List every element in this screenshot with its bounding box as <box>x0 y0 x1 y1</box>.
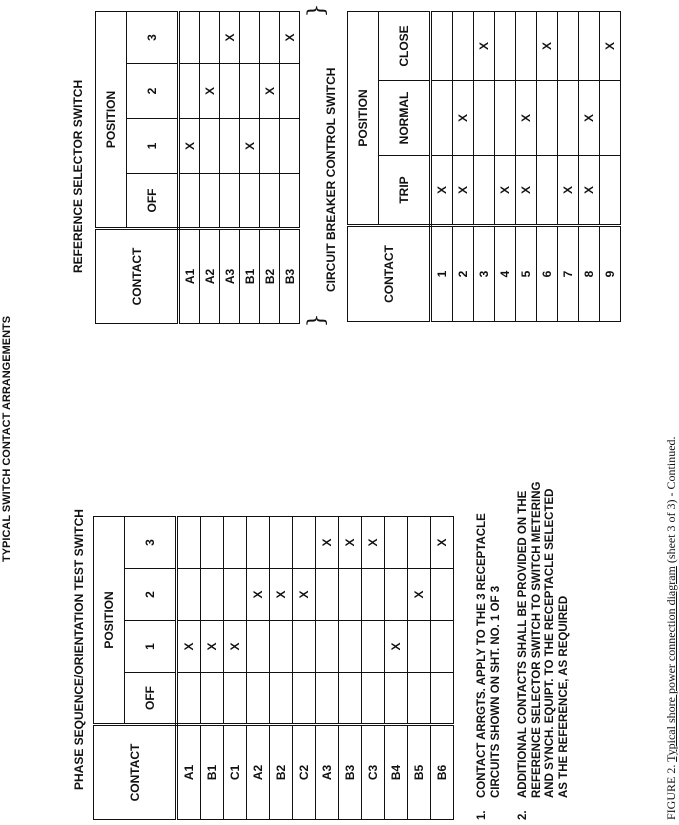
position-cell <box>316 569 339 621</box>
position-cell <box>260 174 280 229</box>
table-row <box>408 516 431 819</box>
position-cell: X <box>200 64 220 119</box>
contact-cell: A3 <box>316 725 339 820</box>
position-cell <box>247 516 270 568</box>
note-2 <box>517 475 571 820</box>
position-cell: X <box>179 119 200 174</box>
position-cell <box>558 12 579 81</box>
caption-prefix: FIGURE 2. <box>664 764 678 820</box>
column-header: OFF <box>125 673 177 725</box>
table-row <box>316 516 339 819</box>
contact-cell: C3 <box>362 725 385 820</box>
contact-cell: C1 <box>224 725 247 820</box>
table-row <box>240 11 260 323</box>
table-row <box>431 12 453 322</box>
position-cell <box>339 621 362 673</box>
contact-cell: A1 <box>177 725 201 820</box>
contact-cell: 6 <box>537 226 558 322</box>
contact-cell: C2 <box>293 725 316 820</box>
position-cell: X <box>201 621 224 673</box>
contact-cell: 9 <box>600 226 621 322</box>
position-cell: X <box>579 156 600 226</box>
contact-header: CONTACT <box>348 226 431 322</box>
contact-cell: B1 <box>240 229 260 324</box>
table-row <box>201 516 224 819</box>
table-row <box>453 12 474 322</box>
position-cell: X <box>339 516 362 568</box>
position-cell: X <box>579 81 600 156</box>
column-header: 2 <box>125 569 177 621</box>
position-cell: X <box>516 81 537 156</box>
note-text: ADDITIONAL CONTACTS SHALL BE PROVIDED ON THE REFERENCE SELECTOR SWITCH TO SWITCH METERING AND SYNCH. EQUIPT. TO THE RECEPTACLE SELECTED AS THE REFERENCE, AS REQUIRED <box>517 481 570 798</box>
note-1 <box>476 475 503 820</box>
position-cell <box>220 174 240 229</box>
caption-title: Typical shore power connection diagram <box>664 566 678 762</box>
position-cell <box>385 569 408 621</box>
position-cell <box>201 569 224 621</box>
position-cell: X <box>224 621 247 673</box>
contact-header: CONTACT <box>96 229 179 324</box>
breaker-switch-title: CIRCUIT BREAKER CONTROL SWITCH <box>324 67 338 292</box>
table-row <box>339 516 362 819</box>
position-cell <box>474 81 495 156</box>
position-cell <box>201 516 224 568</box>
position-cell <box>280 64 300 119</box>
contact-cell: 7 <box>558 226 579 322</box>
contact-cell: A2 <box>247 725 270 820</box>
position-cell <box>537 156 558 226</box>
position-header: POSITION <box>94 516 125 724</box>
position-cell <box>495 81 516 156</box>
position-cell <box>247 673 270 725</box>
position-cell <box>385 673 408 725</box>
table-row <box>579 12 600 322</box>
table-row <box>558 12 579 322</box>
column-header: 1 <box>127 119 179 174</box>
contact-cell: B5 <box>408 725 431 820</box>
position-cell <box>600 81 621 156</box>
position-cell <box>431 673 454 725</box>
position-cell <box>177 673 201 725</box>
position-cell <box>293 621 316 673</box>
table-row <box>516 12 537 322</box>
reference-switch-table-wrap <box>95 11 300 324</box>
contact-header: CONTACT <box>94 725 177 820</box>
position-cell: X <box>431 516 454 568</box>
position-header: POSITION <box>96 11 127 228</box>
position-cell <box>200 119 220 174</box>
position-cell <box>293 673 316 725</box>
table-row <box>474 12 495 322</box>
position-cell <box>579 12 600 81</box>
position-cell <box>408 673 431 725</box>
position-cell <box>474 156 495 226</box>
position-cell <box>431 12 453 81</box>
position-cell <box>224 516 247 568</box>
table-row <box>224 516 247 819</box>
position-cell <box>270 621 293 673</box>
table-row <box>362 516 385 819</box>
position-cell: X <box>247 569 270 621</box>
reference-switch-table <box>95 11 300 324</box>
position-cell <box>431 81 453 156</box>
position-cell <box>270 516 293 568</box>
position-cell: X <box>220 11 240 63</box>
position-cell <box>220 119 240 174</box>
position-cell <box>495 12 516 81</box>
table-row <box>179 11 200 323</box>
column-header: 3 <box>125 516 177 568</box>
note-text: CONTACT ARRGTS. APPLY TO THE 3 RECEPTACLE CIRCUITS SHOWN ON SHT. NO. 1 OF 3 <box>476 513 502 798</box>
position-cell <box>408 621 431 673</box>
phase-switch-title: PHASE SEQUENCE/ORIENTATION TEST SWITCH <box>72 509 86 790</box>
position-cell <box>453 12 474 81</box>
contact-cell: A1 <box>179 229 200 324</box>
break-brace-top: } <box>304 3 330 18</box>
column-header: OFF <box>127 174 179 229</box>
contact-cell: B6 <box>431 725 454 820</box>
contact-cell: 4 <box>495 226 516 322</box>
position-cell: X <box>453 156 474 226</box>
position-cell <box>385 516 408 568</box>
contact-cell: B4 <box>385 725 408 820</box>
contact-cell: 1 <box>431 226 453 322</box>
table-row <box>280 11 300 323</box>
position-cell: X <box>362 516 385 568</box>
contact-cell: B3 <box>280 229 300 324</box>
position-cell <box>362 569 385 621</box>
contact-cell: B1 <box>201 725 224 820</box>
position-cell <box>224 569 247 621</box>
note-number: 1. <box>476 810 488 820</box>
position-cell: X <box>316 516 339 568</box>
column-header: 1 <box>125 621 177 673</box>
breaker-switch-table <box>347 11 621 322</box>
position-cell <box>179 64 200 119</box>
position-cell: X <box>240 119 260 174</box>
position-cell <box>316 621 339 673</box>
position-cell <box>270 673 293 725</box>
page-title: TYPICAL SWITCH CONTACT ARRANGEMENTS <box>1 315 13 562</box>
position-cell: X <box>537 12 558 81</box>
note-number: 2. <box>517 810 529 820</box>
phase-switch-table <box>93 516 454 820</box>
caption-suffix: (sheet 3 of 3) - Continued. <box>664 436 678 564</box>
position-header: POSITION <box>348 12 379 226</box>
position-cell <box>200 174 220 229</box>
position-cell <box>220 64 240 119</box>
contact-cell: B2 <box>260 229 280 324</box>
column-header: TRIP <box>379 156 431 226</box>
position-cell <box>362 621 385 673</box>
column-header: 2 <box>127 64 179 119</box>
position-cell <box>431 621 454 673</box>
position-cell: X <box>558 156 579 226</box>
position-cell <box>177 516 201 568</box>
table-row <box>431 516 454 819</box>
phase-switch-table-wrap <box>93 516 454 820</box>
position-cell <box>339 569 362 621</box>
table-row <box>600 12 621 322</box>
position-cell <box>293 516 316 568</box>
position-cell <box>224 673 247 725</box>
contact-cell: 5 <box>516 226 537 322</box>
position-cell <box>339 673 362 725</box>
position-cell: X <box>177 621 201 673</box>
contact-cell: B3 <box>339 725 362 820</box>
position-cell: X <box>495 156 516 226</box>
position-cell <box>179 174 200 229</box>
position-cell: X <box>270 569 293 621</box>
contact-cell: B2 <box>270 725 293 820</box>
position-cell <box>200 11 220 63</box>
position-cell <box>247 621 270 673</box>
position-cell: X <box>453 81 474 156</box>
table-row <box>260 11 280 323</box>
position-cell: X <box>474 12 495 81</box>
position-cell <box>431 569 454 621</box>
break-brace-bottom: } <box>304 313 330 328</box>
contact-cell: 3 <box>474 226 495 322</box>
position-cell <box>240 64 260 119</box>
contact-cell: A2 <box>200 229 220 324</box>
reference-switch-title: REFERENCE SELECTOR SWITCH <box>71 79 85 273</box>
breaker-switch-table-wrap <box>347 11 621 322</box>
table-row <box>385 516 408 819</box>
table-row <box>177 516 201 819</box>
position-cell: X <box>280 11 300 63</box>
position-cell <box>260 119 280 174</box>
contact-cell: 2 <box>453 226 474 322</box>
table-row <box>293 516 316 819</box>
position-cell <box>201 673 224 725</box>
column-header: 3 <box>127 11 179 63</box>
position-cell <box>516 12 537 81</box>
position-cell: X <box>293 569 316 621</box>
position-cell: X <box>260 64 280 119</box>
position-cell <box>240 11 260 63</box>
contact-cell: 8 <box>579 226 600 322</box>
position-cell: X <box>516 156 537 226</box>
position-cell: X <box>431 156 453 226</box>
position-cell <box>240 174 260 229</box>
position-cell: X <box>600 12 621 81</box>
position-cell <box>408 516 431 568</box>
position-cell <box>280 174 300 229</box>
table-row <box>220 11 240 323</box>
figure-caption <box>664 436 679 820</box>
position-cell: X <box>408 569 431 621</box>
notes <box>476 475 585 820</box>
table-row <box>270 516 293 819</box>
contact-cell: A3 <box>220 229 240 324</box>
position-cell <box>280 119 300 174</box>
position-cell <box>260 11 280 63</box>
position-cell <box>558 81 579 156</box>
table-row <box>537 12 558 322</box>
column-header: NORMAL <box>379 81 431 156</box>
table-row <box>200 11 220 323</box>
position-cell <box>600 156 621 226</box>
position-cell: X <box>385 621 408 673</box>
table-row <box>247 516 270 819</box>
position-cell <box>179 11 200 63</box>
table-row <box>495 12 516 322</box>
column-header: CLOSE <box>379 12 431 81</box>
position-cell <box>177 569 201 621</box>
position-cell <box>316 673 339 725</box>
position-cell <box>362 673 385 725</box>
position-cell <box>537 81 558 156</box>
